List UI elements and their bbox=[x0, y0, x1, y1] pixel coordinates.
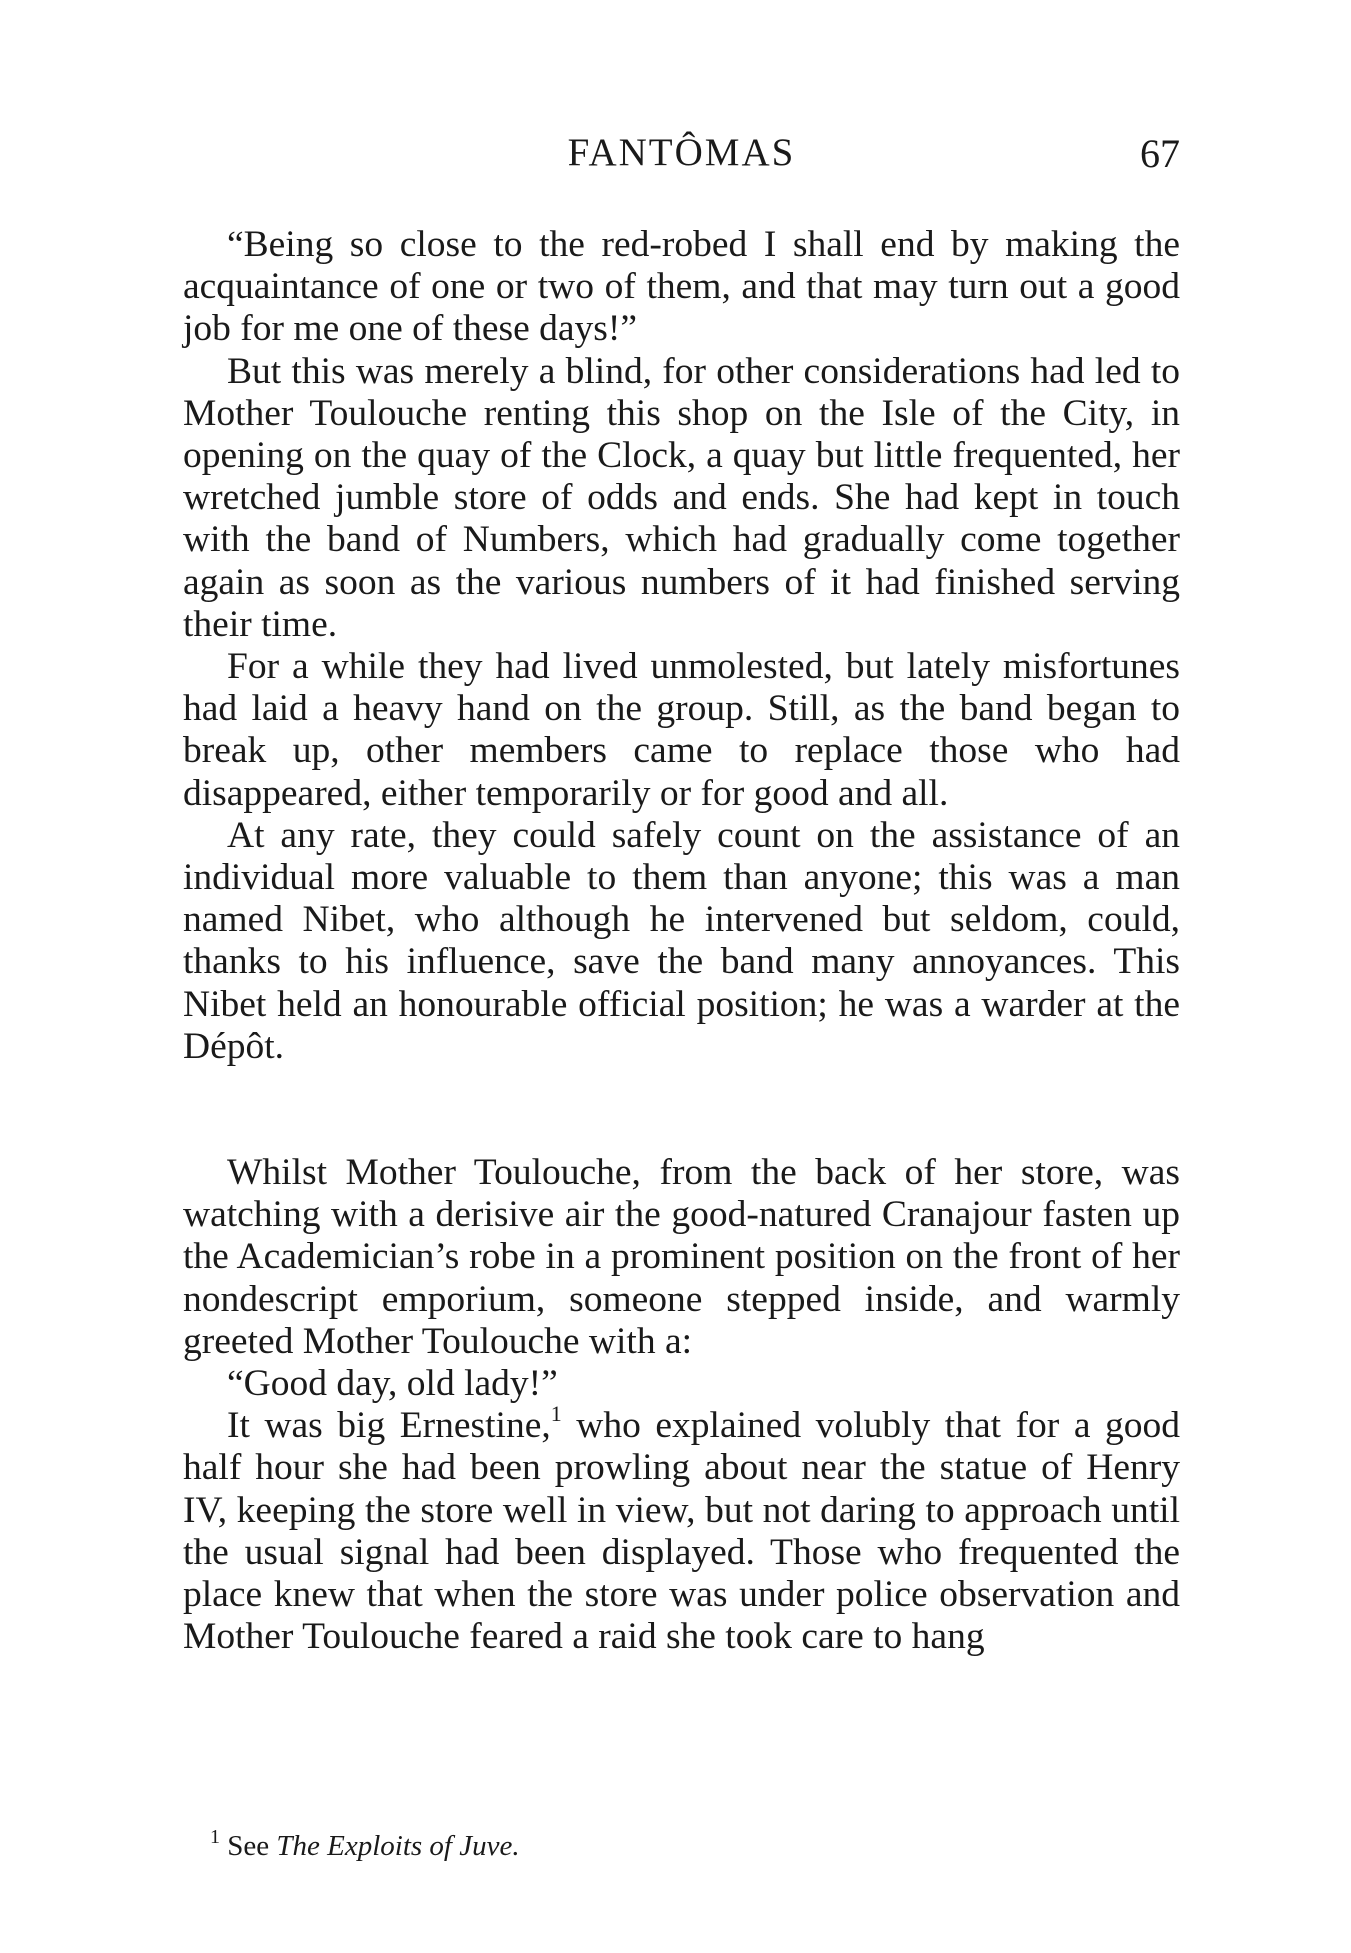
paragraph: But this was merely a blind, for other considerations had led to Mother Toulouche renting this shop on the Isle of the City, in opening on the quay of the Clock, a quay but little frequented, her wretched jumble store of odds and ends. She had kept in touch with the band of Numbers, which had gradually come together again as soon as the various numbers of it had finished serving their time. bbox=[183, 350, 1180, 645]
page-number: 67 bbox=[1140, 131, 1180, 176]
running-title: FANTÔMAS bbox=[567, 131, 796, 174]
paragraph-text-start: It was big Ernestine, bbox=[227, 1405, 551, 1447]
paragraph: “Being so close to the red-robed I shall end by making the acquaintance of one or two of them, and that may turn out a good job for me one of these days!” bbox=[183, 224, 1180, 350]
footnote-title: The Exploits of Juve. bbox=[276, 1830, 520, 1862]
footnote-prefix: See bbox=[227, 1830, 270, 1862]
paragraph: At any rate, they could safely count on the assistance of an individual more valuable to them than anyone; this was a man named Nibet, who although he intervened but seldom, could, thanks to his influence, save the band many annoyances. This Nibet held an honourable official position; he was a warder at the Dépôt. bbox=[183, 814, 1180, 1067]
paragraph: “Good day, old lady!” bbox=[227, 1363, 558, 1405]
footnote-reference: 1 bbox=[550, 1401, 562, 1427]
footnote bbox=[210, 1826, 520, 1863]
paragraph-text-end: who explained volubly that for a good half hour she had been prowling about near the statue of Henry IV, keeping the store well in view, but not daring to approach until the usual signal had been displayed. Those who frequented the place knew that when the store was under police observation and Mother Toulouche feared a raid she took care to hang bbox=[183, 1405, 1180, 1658]
footnote-mark: 1 bbox=[210, 1826, 220, 1848]
section-break bbox=[183, 1068, 1180, 1152]
paragraph-last bbox=[183, 1401, 1180, 1658]
body-text bbox=[183, 224, 1180, 1659]
paragraph: Whilst Mother Toulouche, from the back of her store, was watching with a derisive air the good-natured Cranajour fasten up the Academician’s robe in a prominent position on the front of her nondescript emporium, someone stepped inside, and warmly greeted Mother Toulouche with a: bbox=[183, 1152, 1180, 1362]
paragraph: For a while they had lived unmolested, but lately misfortunes had laid a heavy hand on the group. Still, as the band began to break up, other members came to replace those who had disappeared, either temporarily or for good and all. bbox=[183, 646, 1180, 814]
page-header bbox=[183, 130, 1180, 180]
